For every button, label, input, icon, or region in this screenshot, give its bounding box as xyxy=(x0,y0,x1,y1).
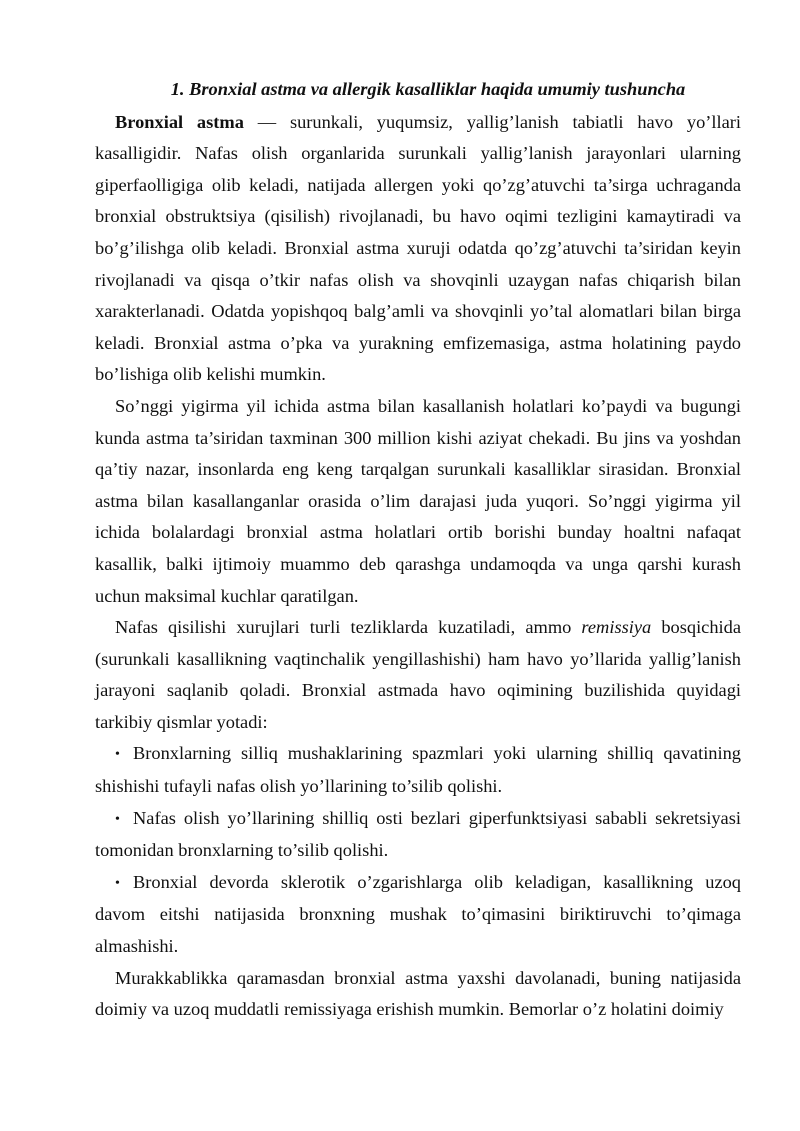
paragraph-remission xyxy=(95,612,741,738)
definition-text: — surunkali, yuqumsiz, yallig’lanish tabiatli havo yo’llari kasalligidir. Nafas olish organlarida surunkali yallig’lanish jarayonlari ularning giperfaolligiga olib keladi, natijada allergen yoki qo’zg’atuvchi ta’sirga uchraganda bronxial obstruktsiya (qisilish) rivojlanadi, bu havo oqimi tezligini kamaytiradi va bo’g’ilishga olib keladi. Bronxial astma xuruji odatda qo’zg’atuvchi ta’siridan keyin rivojlanadi va qisqa o’tkir nafas olish va shovqinli uzaygan nafas chiqarish bilan xarakterlanadi. Odatda yopishqoq balg’amli va shovqinli yo’tal alomatlari bilan birga keladi. Bronxial astma o’pka va yurakning emfizemasiga, astma holatining paydo bo’lishiga olib kelishi mumkin. xyxy=(95,111,741,385)
remission-text-before: Nafas qisilishi xurujlari turli tezliklarda kuzatiladi, ammo xyxy=(115,617,582,638)
list-item xyxy=(95,867,741,963)
list-item-text: Bronxial devorda sklerotik o’zgarishlarga olib keladigan, kasallikning uzoq davom eitshi natijasida bronxning mushak to’qimasini biriktiruvchi to’qimaga almashishi. xyxy=(95,871,741,957)
list-item xyxy=(95,738,741,802)
bullet-icon: • xyxy=(115,875,120,891)
list-item xyxy=(95,803,741,867)
bullet-icon: • xyxy=(115,747,120,763)
section-heading: 1. Bronxial astma va allergik kasalliklar haqida umumiy tushuncha xyxy=(170,79,686,99)
list-item-text: Bronxlarning silliq mushaklarining spazmlari yoki ularning shilliq qavatining shishishi tufayli nafas olish yo’llarining to’silib qolishi. xyxy=(95,743,741,797)
list-item-text: Nafas olish yo’llarining shilliq osti bezlari giperfunktsiyasi sababli sekretsiyasi tomonidan bronxlarning to’silib qolishi. xyxy=(95,807,741,861)
remission-text-after: bosqichida (surunkali kasallikning vaqtinchalik yengillashishi) ham havo yo’llarida yallig’lanish jarayoni saqlanib qoladi. Bronxial astmada havo oqimining buzilishida quyidagi tarkibiy qismlar yotadi: xyxy=(95,617,742,732)
remissiya-term: remissiya xyxy=(581,617,652,638)
bullet-icon: • xyxy=(115,811,120,827)
term-bronxial-astma: Bronxial astma xyxy=(115,111,244,132)
document-page xyxy=(95,74,741,1026)
paragraph-definition xyxy=(95,107,741,391)
paragraph-prevalence: So’nggi yigirma yil ichida astma bilan kasallanish holatlari ko’paydi va bugungi kunda astma ta’siridan taxminan 300 million kishi aziyat chekadi. Bu jins va yoshdan qa’tiy nazar, insonlarda eng keng tarqalgan surunkali kasalliklar sirasidan. Bronxial astma bilan kasallanganlar orasida o’lim darajasi juda yuqori. So’nggi yigirma yil ichida bolalardagi bronxial astma holatlari ortib borishi bunday hoaltni nafaqat kasallik, balki ijtimoiy muammo deb qarashga undamoqda va unga qarshi kurash uchun maksimal kuchlar qaratilgan. xyxy=(95,395,741,606)
paragraph-treatment: Murakkablikka qaramasdan bronxial astma yaxshi davolanadi, buning natijasida doimiy va uzoq muddatli remissiyaga erishish mumkin. Bemorlar o’z holatini doimiy xyxy=(95,967,741,1020)
